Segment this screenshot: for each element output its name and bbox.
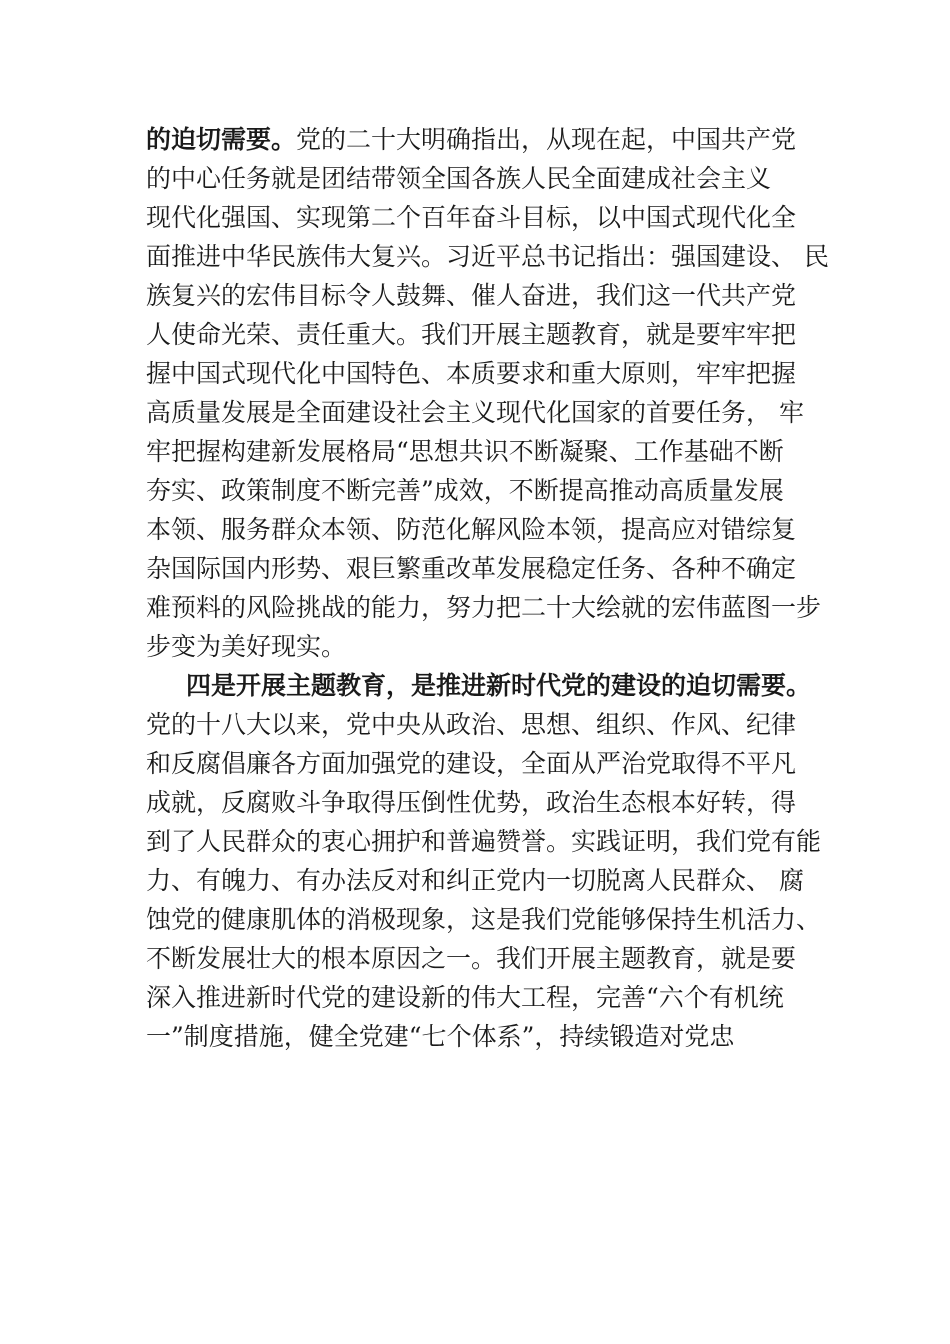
text-line: 一”制度措施，健全党建“七个体系”，持续锻造对党忠	[146, 1022, 735, 1051]
text-line: 的中心任务就是团结带领全国各族人民全面建成社会主义	[146, 164, 772, 193]
text-line: 难预料的风险挑战的能力，努力把二十大绘就的宏伟蓝图一步	[146, 593, 822, 622]
text-line: 党的十八大以来，党中央从政治、思想、组织、作风、纪律	[146, 710, 797, 739]
body-text	[146, 120, 836, 1056]
text-line: 和反腐倡廉各方面加强党的建设，全面从严治党取得不平凡	[146, 749, 797, 778]
text-line: 力、有魄力、有办法反对和纠正党内一切脱离人民群众、 腐	[146, 866, 804, 895]
text-line: 杂国际国内形势、艰巨繁重改革发展稳定任务、各种不确定	[146, 554, 797, 583]
paragraph-heading: 四是开展主题教育，是推进新时代党的建设的迫切需要。	[186, 671, 812, 700]
text-line: 现代化强国、实现第二个百年奋斗目标，以中国式现代化全	[146, 203, 797, 232]
text-span: 党的二十大明确指出，从现在起，中国共产党	[296, 125, 797, 154]
text-line: 到了人民群众的衷心拥护和普遍赞誉。实践证明，我们党有能	[146, 827, 822, 856]
text-line: 牢把握构建新发展格局“思想共识不断凝聚、工作基础不断	[146, 437, 784, 466]
text-line: 面推进中华民族伟大复兴。习近平总书记指出：强国建设、 民	[146, 242, 829, 271]
text-line: 深入推进新时代党的建设新的伟大工程，完善“六个有机统	[146, 983, 784, 1012]
text-line: 夯实、政策制度不断完善”成效，不断提高推动高质量发展	[146, 476, 784, 505]
text-line: 本领、服务群众本领、防范化解风险本领，提高应对错综复	[146, 515, 797, 544]
text-line: 步变为美好现实。	[146, 632, 347, 661]
text-line: 高质量发展是全面建设社会主义现代化国家的首要任务， 牢	[146, 398, 804, 427]
bold-phrase: 的迫切需要。	[146, 125, 297, 154]
text-line	[146, 120, 836, 159]
text-line: 族复兴的宏伟目标令人鼓舞、催人奋进，我们这一代共产党	[146, 281, 797, 310]
text-line: 成就，反腐败斗争取得压倒性优势，政治生态根本好转，得	[146, 788, 797, 817]
text-line: 不断发展壮大的根本原因之一。我们开展主题教育，就是要	[146, 944, 797, 973]
text-line: 人使命光荣、责任重大。我们开展主题教育，就是要牢牢把	[146, 320, 797, 349]
text-line: 蚀党的健康肌体的消极现象，这是我们党能够保持生机活力、	[146, 905, 822, 934]
text-line: 握中国式现代化中国特色、本质要求和重大原则，牢牢把握	[146, 359, 797, 388]
